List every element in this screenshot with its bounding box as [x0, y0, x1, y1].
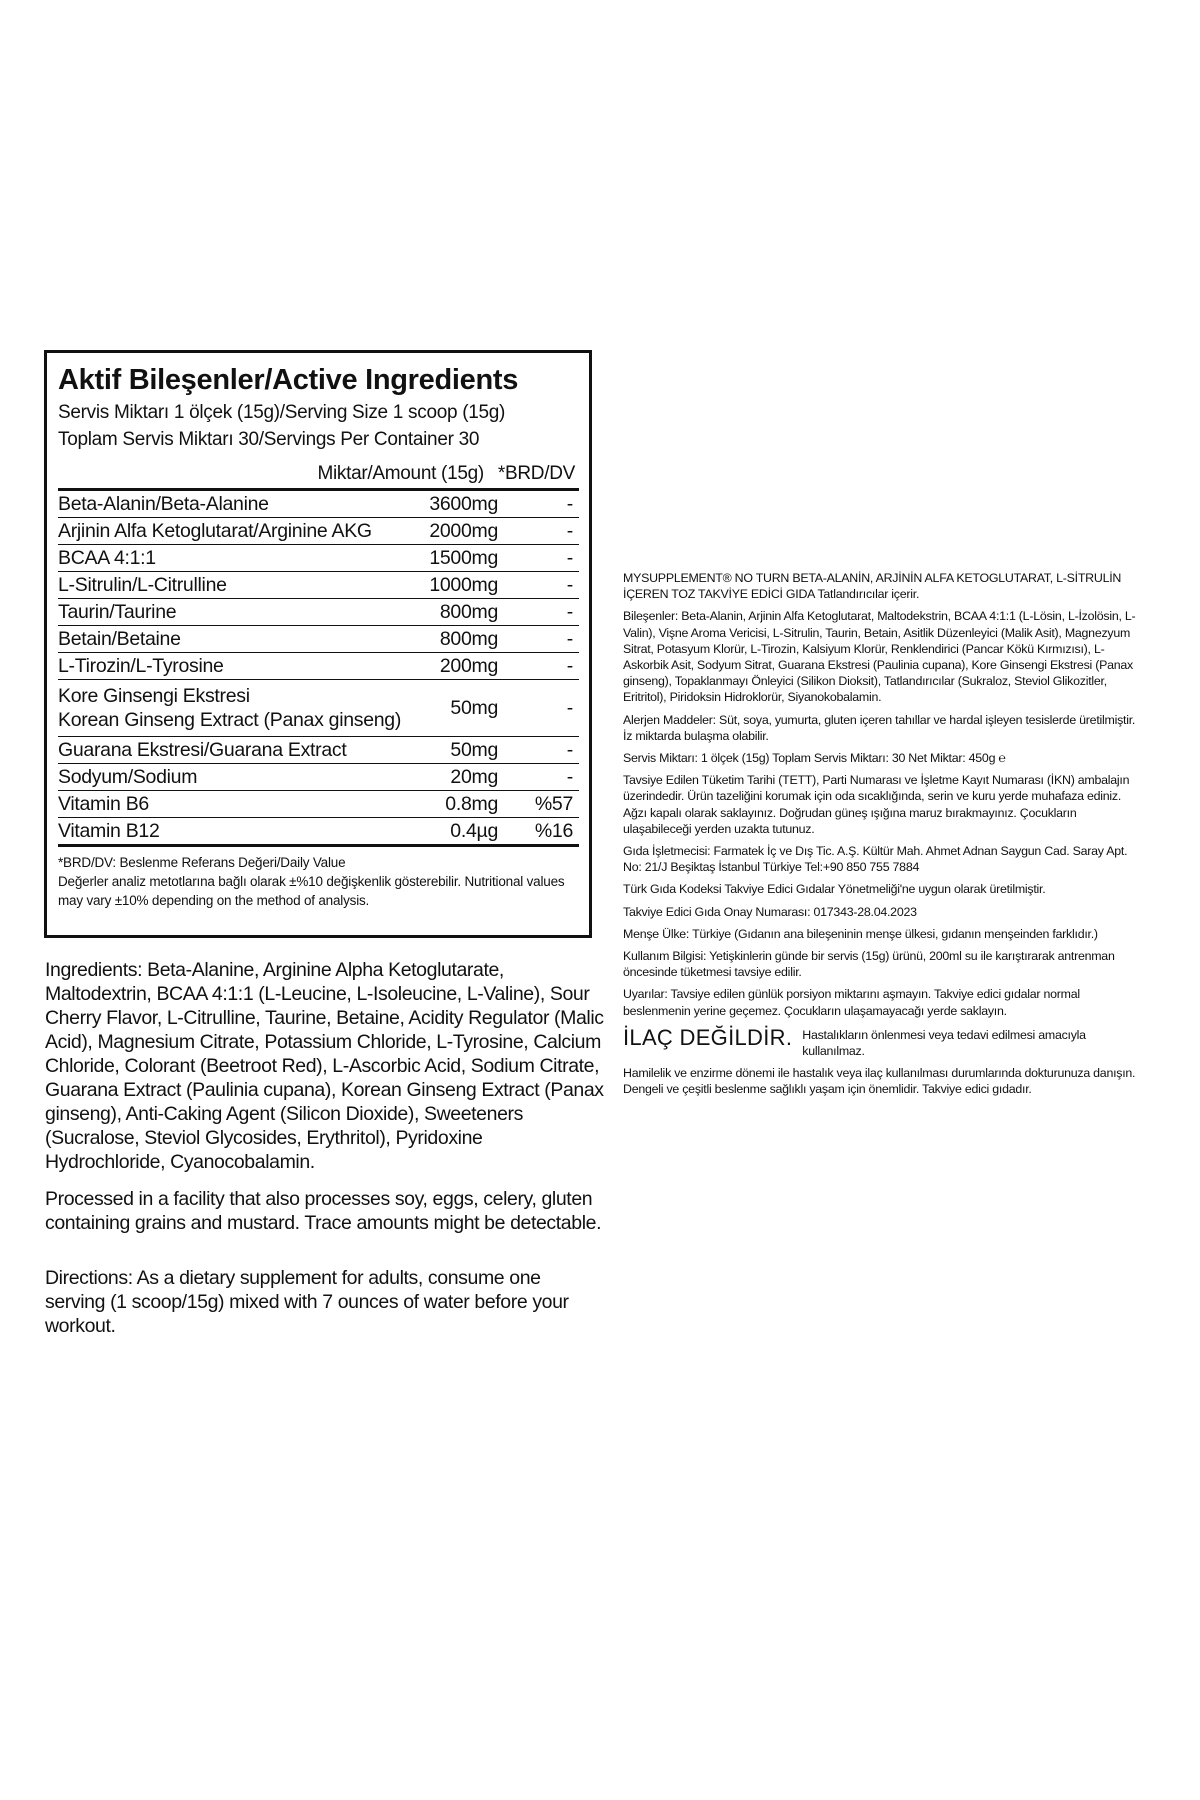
turkish-label-text	[623, 570, 1143, 1104]
ingredient-name: Guarana Ekstresi/Guarana Extract	[58, 739, 347, 761]
ingredient-row	[58, 764, 579, 791]
ingredient-amount: 1500mg	[429, 546, 498, 569]
ingredient-dv: -	[566, 627, 573, 650]
ingredient-dv: -	[566, 600, 573, 623]
warnings: Uyarılar: Tavsiye edilen günlük porsiyon miktarını aşmayın. Takviye edici gıdalar normal beslenmenin yerine geçemez. Çocukların ulaşamayacağı yerde saklayın.	[623, 987, 1080, 1018]
ingredient-row	[58, 653, 579, 680]
pregnancy-advice: Hamilelik ve enzirme dönemi ile hastalık veya ilaç kullanılması durumlarında dokturunuza danışın. Dengeli ve çeşitli beslenme sağlıklı yaşam için önemlidir. Takviye edici gıdadır.	[623, 1066, 1136, 1097]
ingredient-name-line-2: Korean Ginseng Extract (Panax ginseng)	[58, 709, 402, 731]
ingredient-dv: -	[566, 519, 573, 542]
ingredient-amount: 1000mg	[429, 573, 498, 596]
turkish-serving: Servis Miktarı: 1 ölçek (15g) Toplam Servis Miktarı: 30 Net Miktar: 450g ℮	[623, 751, 1006, 766]
english-allergens: Processed in a facility that also processes soy, eggs, celery, gluten containing grains and mustard. Trace amounts might be detectable.	[45, 1188, 602, 1234]
ingredient-dv: -	[566, 765, 573, 788]
ingredient-name	[58, 684, 408, 732]
ingredient-row	[58, 737, 579, 764]
amount-header: Miktar/Amount (15g)	[317, 463, 484, 484]
ingredient-dv: -	[566, 492, 573, 515]
ingredient-name: L-Sitrulin/L-Citrulline	[58, 574, 227, 596]
ingredient-dv: %57	[534, 792, 573, 815]
not-a-drug-note: Hastalıkların önlenmesi veya tedavi edilmesi amacıyla kullanılmaz.	[802, 1027, 1086, 1059]
country-of-origin: Menşe Ülke: Türkiye (Gıdanın ana bileşeninin menşe ülkesi, gıdanın menşeinden farklıdır.)	[623, 926, 1098, 941]
ingredient-dv: -	[566, 738, 573, 761]
approval-number: Takviye Edici Gıda Onay Numarası: 017343-28.04.2023	[623, 904, 917, 919]
ingredient-amount: 2000mg	[429, 519, 498, 542]
ingredient-amount: 50mg	[450, 696, 498, 719]
ingredient-name: Betain/Betaine	[58, 628, 181, 650]
ingredient-row	[58, 680, 579, 737]
ingredient-row	[58, 491, 579, 518]
ingredient-amount: 800mg	[439, 627, 498, 650]
serving-size: Servis Miktarı 1 ölçek (15g)/Serving Size 1 scoop (15g)	[58, 402, 506, 423]
ingredient-name: BCAA 4:1:1	[58, 547, 156, 569]
dv-footnote: *BRD/DV: Beslenme Referans Değeri/Daily Value	[58, 855, 346, 870]
ingredient-dv: -	[566, 654, 573, 677]
turkish-ingredients: Bileşenler: Beta-Alanin, Arjinin Alfa Ketoglutarat, Maltodekstrin, BCAA 4:1:1 (L-Lösin, L-İzolösin, L-Valin), Vişne Aroma Vericisi, L-Sitrulin, Taurin, Betain, Asitlik Düzenleyici (Malik Asit), Magnezyum Sitrat, Potasyum Klorür, L-Tirozin, Kalsiyum Klorür, Renklendirici (Pancar Kökü Kırmızısı), L-Askorbik Asit, Sodyum Sitrat, Guarana Ekstresi (Paulinia cupana), Kore Ginsengi Ekstresi (Panax ginseng), Topaklanmayı Önleyici (Silikon Dioksit), Tatlandırıcılar (Sukraloz, Steviol Glikozitler, Eritritol), Piridoksin Hidroklorür, Siyanokobalamin.	[623, 609, 1136, 705]
ingredient-row	[58, 626, 579, 653]
not-a-drug-notice	[623, 1025, 1143, 1059]
servings-per-container: Toplam Servis Miktarı 30/Servings Per Container 30	[58, 429, 480, 450]
ingredient-amount: 20mg	[450, 765, 498, 788]
ingredient-name: Beta-Alanin/Beta-Alanine	[58, 493, 269, 515]
ingredient-row	[58, 599, 579, 626]
storage-info: Tavsiye Edilen Tüketim Tarihi (TETT), Parti Numarası ve İşletme Kayıt Numarası (İKN) ambalajın üzerindedir. Ürün tazeliğini korumak için oda sıcaklığında, serin ve kuru yerde muhafaza ediniz. Ağzı kapalı olarak saklayınız. Doğrudan güneş ışığına maruz bırakmayınız. Çocukların ulaşabileceği yerden uzakta tutunuz.	[623, 773, 1130, 836]
facts-title: Aktif Bileşenler/Active Ingredients	[58, 364, 519, 396]
facts-footnote	[58, 853, 579, 910]
ingredient-row	[58, 545, 579, 572]
ingredient-name: Arjinin Alfa Ketoglutarat/Arginine AKG	[58, 520, 372, 542]
ingredient-row	[58, 572, 579, 599]
ingredient-dv: -	[566, 573, 573, 596]
ingredient-dv: %16	[534, 819, 573, 842]
supplement-facts-panel	[44, 350, 592, 938]
ingredient-amount: 50mg	[450, 738, 498, 761]
ingredient-row	[58, 791, 579, 818]
ingredient-name-line-1: Kore Ginsengi Ekstresi	[58, 685, 250, 707]
food-operator: Gıda İşletmecisi: Farmatek İç ve Dış Tic. A.Ş. Kültür Mah. Ahmet Adnan Saygun Cad. Saray Apt. No: 21/J Beşiktaş İstanbul Türkiye Tel:+90 850 755 7884	[623, 844, 1128, 875]
not-a-drug-title: İLAÇ DEĞİLDİR.	[623, 1024, 793, 1050]
variance-footnote: Değerler analiz metotlarına bağlı olarak ±%10 değişkenlik gösterebilir. Nutritional values may vary ±10% depending on the method of analysis.	[58, 874, 565, 908]
turkish-allergens: Alerjen Maddeler: Süt, soya, yumurta, gluten içeren tahıllar ve hardal işleyen tesislerde üretilmiştir. İz miktarda bulaşma olabilir.	[623, 712, 1136, 743]
ingredient-amount: 800mg	[439, 600, 498, 623]
dv-header: *BRD/DV	[497, 463, 575, 484]
ingredient-amount: 0.4µg	[450, 819, 498, 842]
english-directions: Directions: As a dietary supplement for adults, consume one serving (1 scoop/15g) mixed with 7 ounces of water before your workout.	[45, 1267, 569, 1337]
usage-info: Kullanım Bilgisi: Yetişkinlerin günde bir servis (15g) ürünü, 200ml su ile karıştırarak antrenman öncesinde tüketmesi tavsiye edilir.	[623, 949, 1115, 980]
ingredient-dv: -	[566, 546, 573, 569]
ingredient-row	[58, 518, 579, 545]
ingredient-dv: -	[566, 696, 573, 719]
ingredient-name: L-Tirozin/L-Tyrosine	[58, 655, 224, 677]
facts-column-header	[58, 459, 579, 491]
ingredient-amount: 3600mg	[429, 492, 498, 515]
product-name: MYSUPPLEMENT® NO TURN BETA-ALANİN, ARJİNİN ALFA KETOGLUTARAT, L-SİTRULİN İÇEREN TOZ TAKVİYE EDİCİ GIDA Tatlandırıcılar içerir.	[623, 571, 1122, 602]
ingredient-row	[58, 818, 579, 847]
ingredient-name: Taurin/Taurine	[58, 601, 177, 623]
english-ingredients: Ingredients: Beta-Alanine, Arginine Alpha Ketoglutarate, Maltodextrin, BCAA 4:1:1 (L-Leucine, L-Isoleucine, L-Valine), Sour Cherry Flavor, L-Citrulline, Taurine, Betaine, Acidity Regulator (Malic Acid), Magnesium Citrate, Potassium Chloride, L-Tyrosine, Calcium Chloride, Colorant (Beetroot Red), L-Ascorbic Acid, Sodium Citrate, Guarana Extract (Paulinia cupana), Korean Ginseng Extract (Panax ginseng), Anti-Caking Agent (Silicon Dioxide), Sweeteners (Sucralose, Steviol Glycosides, Erythritol), Pyridoxine Hydrochloride, Cyanocobalamin.	[45, 959, 604, 1173]
ingredient-name: Sodyum/Sodium	[58, 766, 198, 788]
regulation-note: Türk Gıda Kodeksi Takviye Edici Gıdalar Yönetmeliği'ne uygun olarak üretilmiştir.	[623, 882, 1046, 897]
ingredient-name: Vitamin B6	[58, 793, 149, 815]
ingredient-amount: 0.8mg	[445, 792, 498, 815]
ingredient-name: Vitamin B12	[58, 820, 160, 842]
ingredient-amount: 200mg	[439, 654, 498, 677]
